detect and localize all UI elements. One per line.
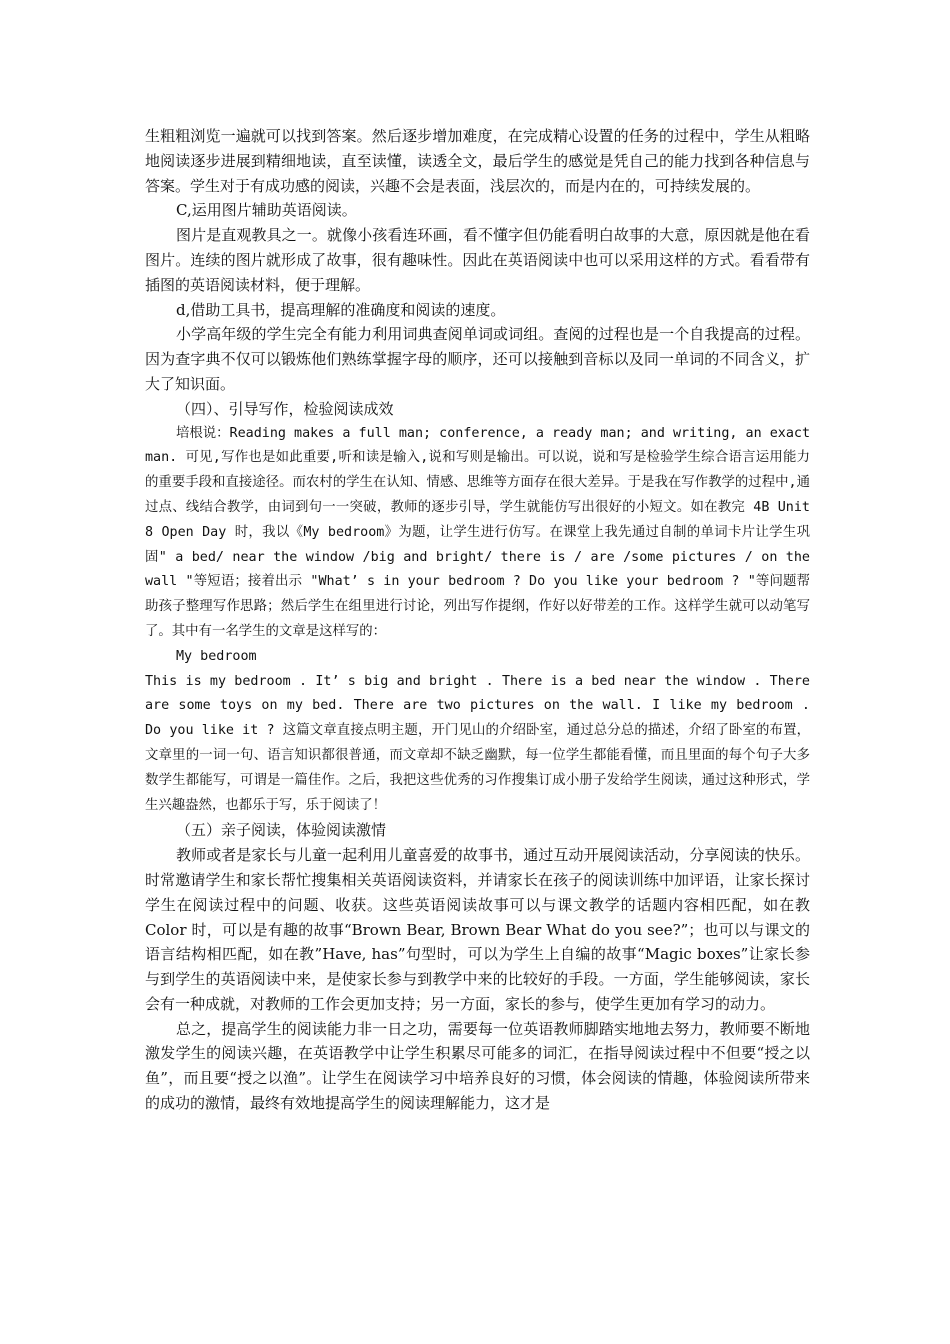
paragraph-essay: This is my bedroom . It’ s big and bright . There is a bed near the window . There are some toys on my bed. There are two pictures on the wall. I like my bedroom . Do you like it ? 这篇文章直接点明主题，开门见山的介绍卧室，通过总分总的描述，介绍了卧室的布置，文章里的一词一句、语言知识都很普通，而文章却不缺乏幽默，每一位学生都能看懂，而且里面的每个句子大多数学生都能写，可谓是一篇佳作。之后，我把这些优秀的习作搜集订成小册子发给学生阅读，通过这种形式，学生兴趣盎然，也都乐于写，乐于阅读了！ xyxy=(145,673,810,813)
paragraph-writing: 培根说：Reading makes a full man; conference, a ready man; and writing, an exact man. 可见,写作也是如此重要,听和读是输入,说和写则是输出。可以说，说和写是检验学生综合语言运用能力的重要手段和直接途径。而农村的学生在认知、情感、思维等方面存在很大差异。于是我在写作教学的过程中,通过点、线结合教学，由词到句一一突破，教师的逐步引导，学生就能仿写出很好的小短文。如在教完 4B Unit 8 Open Day 时，我以《My bedroom》为题，让学生进行仿写。在课堂上我先通过自制的单词卡片让学生巩固" a bed/ near the window /big and bright/ there is / are /some pictures / on the wall "等短语；接着出示 "What’ s in your bedroom ? Do you like your bedroom ? "等问题帮助孩子整理写作思路；然后学生在组里进行讨论，列出写作提纲，作好以好带差的工作。这样学生就可以动笔写了。其中有一名学生的文章是这样写的： xyxy=(145,425,811,639)
essay-title: My bedroom xyxy=(176,648,257,664)
heading-d: d,借助工具书，提高理解的准确度和阅读的速度。 xyxy=(176,300,506,319)
heading-c: C,运用图片辅助英语阅读。 xyxy=(176,201,357,220)
paragraph-parent-reading: 教师或者是家长与儿童一起利用儿童喜爱的故事书，通过互动开展阅读活动，分享阅读的快乐。时常邀请学生和家长帮忙搜集相关英语阅读资料，并请家长在孩子的阅读训练中加评语，让家长探讨学生在阅读过程中的问题、收获。这些英语阅读故事可以与课文教学的话题内容相匹配，如在教 Color 时，可以是有趣的故事“Brown Bear, Brown Bear What do you see?”；也可以与课文的语言结构相匹配，如在教”Have, has”句型时，可以为学生上自编的故事“Magic boxes”让家长参与到学生的英语阅读中来，是使家长参与到教学中来的比较好的手段。一方面，学生能够阅读，家长会有一种成就，对教师的工作会更加支持；另一方面，家长的参与，使学生更加有学习的动力。 xyxy=(145,846,810,1013)
paragraph-intro: 生粗粗浏览一遍就可以找到答案。然后逐步增加难度，在完成精心设置的任务的过程中，学生从粗略地阅读逐步进展到精细地读，直至读懂，读透全文，最后学生的感觉是凭自己的能力找到各种信息与答案。学生对于有成功感的阅读，兴趣不会是表面，浅层次的，而是内在的，可持续发展的。 xyxy=(145,127,810,195)
heading-section-5: （五）亲子阅读，体验阅读激情 xyxy=(176,821,387,840)
paragraph-dictionary: 小学高年级的学生完全有能力利用词典查阅单词或词组。查阅的过程也是一个自我提高的过程。因为查字典不仅可以锻炼他们熟练掌握字母的顺序，还可以接触到音标以及同一单词的不同含义，扩大了知识面。 xyxy=(145,325,810,393)
document-page xyxy=(145,124,810,1116)
paragraph-conclusion: 总之，提高学生的阅读能力非一日之功，需要每一位英语教师脚踏实地地去努力，教师要不断地激发学生的阅读兴趣，在英语教学中让学生积累尽可能多的词汇，在指导阅读过程中不但要“授之以鱼”，而且要“授之以渔”。让学生在阅读学习中培养良好的习惯，体会阅读的情趣，体验阅读所带来的成功的激情，最终有效地提高学生的阅读理解能力，这才是 xyxy=(145,1019,810,1113)
heading-section-4: （四）、引导写作，检验阅读成效 xyxy=(176,399,394,418)
paragraph-pictures: 图片是直观教具之一。就像小孩看连环画，看不懂字但仍能看明白故事的大意，原因就是他在看图片。连续的图片就形成了故事，很有趣味性。因此在英语阅读中也可以采用这样的方式。看看带有插图的英语阅读材料，便于理解。 xyxy=(145,226,810,294)
